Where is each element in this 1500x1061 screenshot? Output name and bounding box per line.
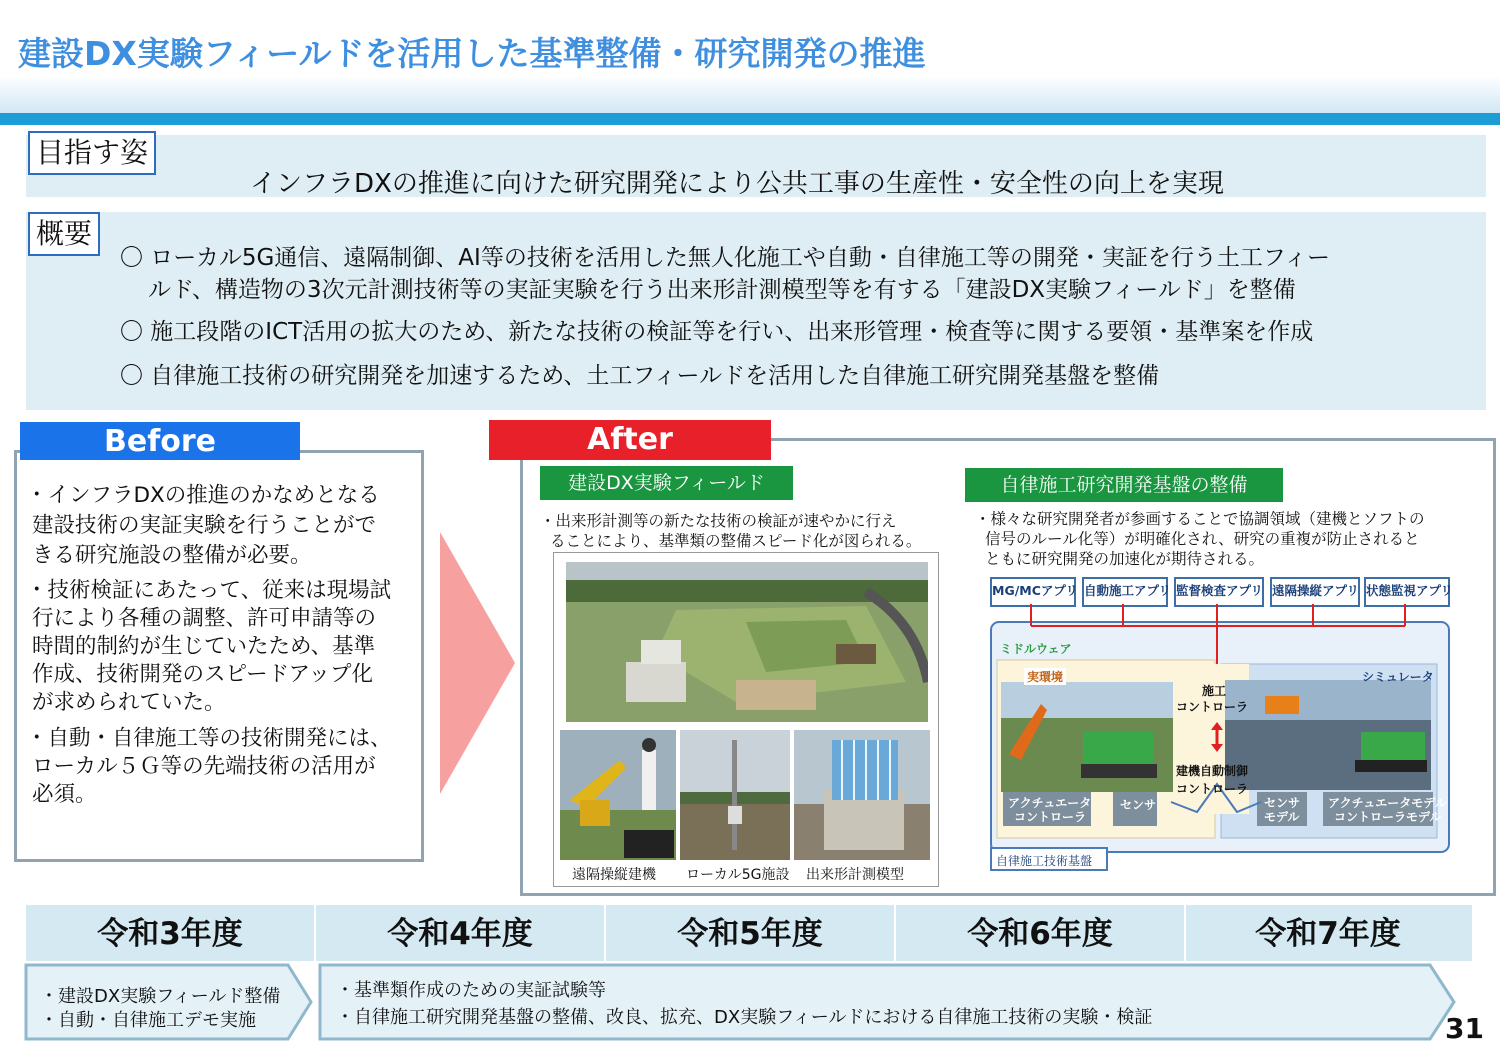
before-line: 建設技術の実証実験を行うことがで [32, 513, 377, 538]
phase2-text: ・基準類作成のための実証試験等 [336, 980, 606, 1001]
before-line: 必須。 [32, 782, 97, 807]
before-line: 時間的制約が生じていたため、基準 [32, 634, 376, 659]
transition-arrow-icon [440, 532, 515, 794]
field-title: 建設DX実験フィールド [540, 466, 793, 500]
machine-controller-label: コントローラ [1176, 782, 1249, 796]
summary-item: 〇 施工段階のICT活用の拡大のため、新たな技術の検証等を行い、出来形管理・検査等に関する要領・基準案を作成 [120, 319, 1314, 345]
goal-text: インフラDXの推進に向けた研究開発により公共工事の生産性・安全性の向上を実現 [250, 169, 1224, 199]
summary-item: 〇 自律施工技術の研究開発を加速するため、土工フィールドを活用した自律施工研究開発基盤を整備 [120, 363, 1160, 389]
actuator-model-label: アクチュエータモデル [1328, 796, 1447, 810]
after-tab: After [489, 420, 771, 460]
actuator-label: アクチュエータ [1008, 796, 1092, 810]
header-band [0, 76, 1500, 114]
platform-note: ・様々な研究開発者が参画することで協調領域（建機とソフトの [975, 510, 1425, 528]
goal-tag: 目指す姿 [28, 131, 156, 175]
summary-item: ルド、構造物の3次元計測技術等の実証実験を行う出来形計測模型等を有する「建設DX実験フィールド」を整備 [148, 277, 1296, 303]
measurement-model-photo [794, 730, 930, 860]
phase2-text: ・自律施工研究開発基盤の整備、改良、拡充、DX実験フィールドにおける自律施工技術の実験・検証 [336, 1007, 1153, 1028]
year-cell: 令和7年度 [1255, 916, 1401, 952]
field-note: ることにより、基準類の整備スピード化が図られる。 [550, 532, 922, 550]
remote-machine-photo [560, 730, 676, 860]
controller-label: 施工 [1202, 684, 1227, 698]
controller-label: コントローラ [1176, 700, 1249, 714]
page-title: 建設DX実験フィールドを活用した基準整備・研究開発の推進 [18, 34, 926, 73]
page-number: 31 [1445, 1012, 1484, 1045]
actuator-model-label: コントローラモデル [1334, 810, 1442, 824]
middleware-label: ミドルウェア [1000, 642, 1072, 656]
before-line: が求められていた。 [32, 690, 226, 715]
photo-caption: 遠隔操縦建機 [572, 867, 656, 883]
app-box: 遠隔操縦アプリ [1270, 577, 1360, 607]
sensor-label: センサ [1120, 798, 1157, 812]
field-note: ・出来形計測等の新たな技術の検証が速やかに行え [540, 512, 897, 530]
real-env-label: 実環境 [1024, 668, 1066, 685]
platform-note: 信号のルール化等）が明確化され、研究の重複が防止されると [985, 530, 1420, 548]
before-line: きる研究施設の整備が必要。 [32, 543, 312, 568]
platform-note: ともに研究開発の加速化が期待される。 [985, 550, 1265, 568]
year-cell: 令和5年度 [606, 905, 896, 961]
photo-caption: ローカル5G施設 [686, 867, 790, 883]
year-cell: 令和6年度 [896, 905, 1186, 961]
platform-title: 自律施工研究開発基盤の整備 [965, 468, 1283, 502]
before-tab: Before [20, 422, 300, 460]
summary-tag: 概要 [28, 212, 100, 256]
before-line: ローカル５Ｇ等の先端技術の活用が [32, 754, 376, 779]
app-box: MG/MCアプリ [990, 577, 1076, 607]
app-box: 自動施工アプリ [1082, 577, 1168, 607]
sensor-model-label: センサ [1264, 796, 1301, 810]
field-aerial-photo [566, 562, 928, 722]
sensor-model-label: モデル [1264, 810, 1300, 824]
before-line: 作成、技術開発のスピードアップ化 [32, 662, 373, 687]
app-box: 状態監視アプリ [1364, 577, 1450, 607]
phase1-text: ・自動・自律施工デモ実施 [40, 1010, 256, 1031]
year-cell: 令和3年度 [26, 905, 316, 961]
photo-caption: 出来形計測模型 [806, 867, 904, 883]
before-line: ・技術検証にあたって、従来は現場試 [26, 578, 392, 603]
app-box: 監督検査アプリ [1174, 577, 1264, 607]
before-line: ・自動・自律施工等の技術開発には、 [26, 726, 392, 751]
phase1-text: ・建設DX実験フィールド整備 [40, 986, 281, 1007]
simulator-label: シミュレータ [1362, 670, 1434, 684]
machine-controller-label: 建機自動制御 [1176, 764, 1249, 778]
before-line: ・インフラDXの推進のかなめとなる [26, 483, 380, 508]
header-stripe [0, 113, 1500, 125]
local-5g-photo [680, 730, 790, 860]
base-label: 自律施工技術基盤 [996, 854, 1093, 868]
summary-item: 〇 ローカル5G通信、遠隔制御、AI等の技術を活用した無人化施工や自動・自律施工等の開発・実証を行う土工フィー [120, 245, 1330, 271]
before-line: 行により各種の調整、許可申請等の [32, 606, 377, 631]
year-cell: 令和4年度 [316, 905, 606, 961]
actuator-label: コントローラ [1014, 810, 1087, 824]
